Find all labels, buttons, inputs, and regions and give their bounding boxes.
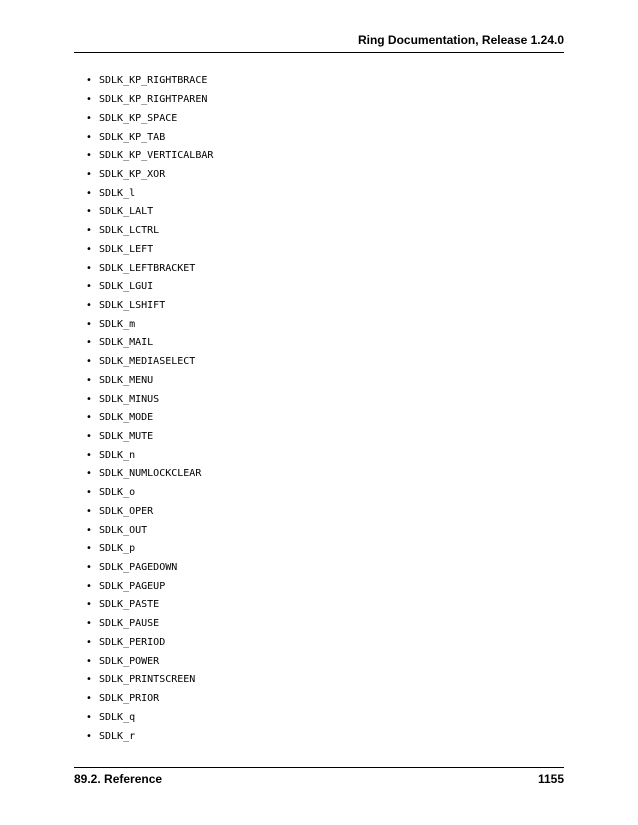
keycode-name: SDLK_m [99,318,136,330]
list-item [86,596,556,615]
bullet-icon: • [86,318,92,330]
keycode-name: SDLK_KP_RIGHTBRACE [99,75,208,87]
keycode-name: SDLK_q [99,711,136,723]
bullet-icon: • [86,487,92,499]
list-item [86,409,556,428]
list-item [86,540,556,559]
keycode-name: SDLK_MUTE [99,431,154,443]
bullet-icon: • [86,337,92,349]
bullet-icon: • [86,580,92,592]
bullet-icon: • [86,431,92,443]
keycode-name: SDLK_KP_TAB [99,131,166,143]
bullet-icon: • [86,393,92,405]
keycode-name: SDLK_LSHIFT [99,299,166,311]
bullet-icon: • [86,112,92,124]
bullet-icon: • [86,206,92,218]
list-item [86,634,556,653]
bullet-icon: • [86,468,92,480]
bullet-icon: • [86,262,92,274]
bullet-icon: • [86,94,92,106]
list-item [86,521,556,540]
list-item [86,240,556,259]
list-item [86,446,556,465]
keycode-name: SDLK_n [99,449,136,461]
list-item [86,577,556,596]
list-item [86,184,556,203]
keycode-name: SDLK_PASTE [99,599,160,611]
bullet-icon: • [86,655,92,667]
keycode-name: SDLK_l [99,187,136,199]
keycode-name: SDLK_PAUSE [99,618,160,630]
list-item [86,315,556,334]
keycode-name: SDLK_LGUI [99,281,154,293]
bullet-icon: • [86,168,92,180]
keycode-name: SDLK_POWER [99,655,160,667]
keycode-name: SDLK_MEDIASELECT [99,356,196,368]
keycode-name: SDLK_PAGEDOWN [99,562,178,574]
list-item [86,559,556,578]
page-number: 1155 [537,772,564,786]
keycode-name: SDLK_o [99,487,136,499]
keycode-name: SDLK_OUT [99,524,148,536]
list-item [86,615,556,634]
list-item [86,147,556,166]
keycode-name: SDLK_LEFT [99,243,154,255]
bullet-icon: • [86,225,92,237]
section-title: 89.2. Reference [74,772,163,786]
keycode-name: SDLK_LEFTBRACKET [99,262,196,274]
list-item [86,259,556,278]
bullet-icon: • [86,543,92,555]
bullet-icon: • [86,618,92,630]
keycode-name: SDLK_MAIL [99,337,154,349]
keycode-name: SDLK_LALT [99,206,154,218]
page-header [74,30,564,53]
document-title: Ring Documentation, Release 1.24.0 [357,33,564,47]
bullet-icon: • [86,131,92,143]
list-item [86,671,556,690]
bullet-icon: • [86,356,92,368]
keycode-name: SDLK_MODE [99,412,154,424]
bullet-icon: • [86,730,92,742]
bullet-icon: • [86,187,92,199]
bullet-icon: • [86,412,92,424]
list-item [86,334,556,353]
keycode-name: SDLK_PRINTSCREEN [99,674,196,686]
list-item [86,372,556,391]
list-item [86,727,556,746]
list-item [86,390,556,409]
bullet-icon: • [86,243,92,255]
bullet-icon: • [86,599,92,611]
keycode-name: SDLK_p [99,543,136,555]
list-item [86,203,556,222]
bullet-icon: • [86,449,92,461]
bullet-icon: • [86,75,92,87]
bullet-icon: • [86,150,92,162]
bullet-icon: • [86,299,92,311]
list-item [86,72,556,91]
keycode-name: SDLK_KP_VERTICALBAR [99,150,214,162]
bullet-icon: • [86,505,92,517]
keycode-name: SDLK_MENU [99,374,154,386]
keycode-name: SDLK_NUMLOCKCLEAR [99,468,202,480]
list-item [86,428,556,447]
list-item [86,222,556,241]
list-item [86,465,556,484]
bullet-icon: • [86,711,92,723]
list-item [86,503,556,522]
page-footer [74,767,564,788]
bullet-icon: • [86,281,92,293]
keycode-name: SDLK_MINUS [99,393,160,405]
keycode-name: SDLK_PAGEUP [99,580,166,592]
list-item [86,652,556,671]
list-item [86,166,556,185]
list-item [86,91,556,110]
keycode-name: SDLK_PRIOR [99,693,160,705]
bullet-icon: • [86,524,92,536]
keycode-name: SDLK_KP_RIGHTPAREN [99,94,208,106]
bullet-icon: • [86,374,92,386]
page-content [86,72,556,746]
keycode-name: SDLK_r [99,730,136,742]
bullet-icon: • [86,693,92,705]
keycode-name: SDLK_KP_SPACE [99,112,178,124]
bullet-icon: • [86,674,92,686]
keycode-name: SDLK_KP_XOR [99,168,166,180]
keycode-name: SDLK_PERIOD [99,636,166,648]
keycode-list [86,72,556,746]
list-item [86,708,556,727]
list-item [86,353,556,372]
bullet-icon: • [86,562,92,574]
keycode-name: SDLK_LCTRL [99,225,160,237]
list-item [86,128,556,147]
list-item [86,484,556,503]
keycode-name: SDLK_OPER [99,505,154,517]
list-item [86,297,556,316]
list-item [86,278,556,297]
list-item [86,109,556,128]
bullet-icon: • [86,636,92,648]
list-item [86,690,556,709]
